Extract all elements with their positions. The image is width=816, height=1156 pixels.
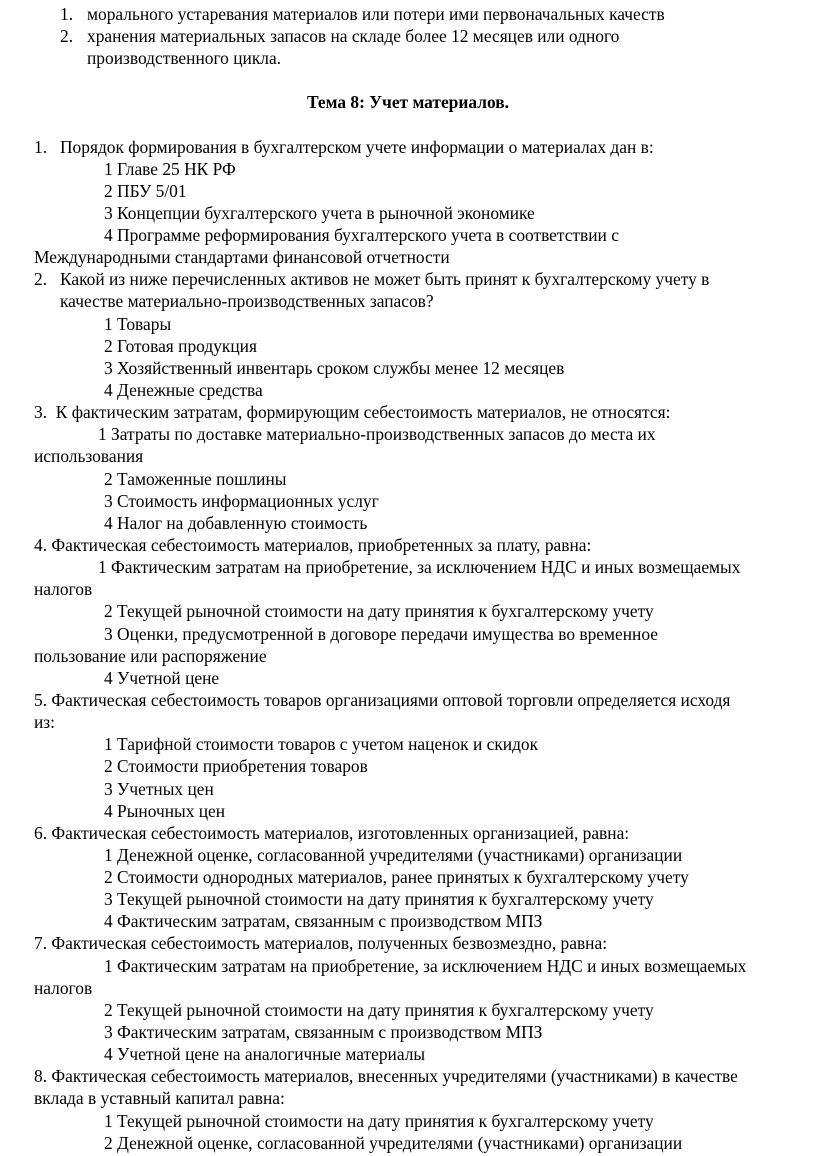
answer-option: 1 Текущей рыночной стоимости на дату принятия к бухгалтерскому учету bbox=[104, 1111, 654, 1131]
answer-option: 3 Учетных цен bbox=[104, 779, 214, 799]
question-number: 3. bbox=[34, 402, 48, 422]
answer-option: 4 Денежные средства bbox=[104, 380, 263, 400]
answer-option-continuation: Международными стандартами финансовой отчетности bbox=[34, 247, 450, 267]
question-number: 4. bbox=[34, 535, 48, 555]
answer-option: 4 Рыночных цен bbox=[104, 801, 226, 821]
answer-option: 2 Текущей рыночной стоимости на дату принятия к бухгалтерскому учету bbox=[104, 1000, 654, 1020]
answer-option: 4 Фактическим затратам, связанным с производством МПЗ bbox=[104, 911, 543, 931]
answer-option: 1 Товары bbox=[104, 314, 172, 334]
answer-option: 1 Фактическим затратам на приобретение, за исключением НДС и иных возмещаемых bbox=[104, 956, 747, 976]
question-text: К фактическим затратам, формирующим себестоимость материалов, не относятся: bbox=[55, 402, 671, 422]
question-text-continuation: вклада в уставный капитал равна: bbox=[34, 1088, 285, 1108]
answer-option: 3 Оценки, предусмотренной в договоре передачи имущества во временное bbox=[104, 624, 658, 644]
answer-option: 2 ПБУ 5/01 bbox=[104, 181, 187, 201]
answer-option: 2 Готовая продукция bbox=[104, 336, 257, 356]
list-item-text: морального устаревания материалов или потери ими первоначальных качеств bbox=[87, 4, 665, 24]
list-item-number: 1. bbox=[60, 4, 74, 24]
question-number: 5. bbox=[34, 690, 48, 710]
question-number: 7. bbox=[34, 933, 48, 953]
answer-option: 4 Налог на добавленную стоимость bbox=[104, 513, 368, 533]
answer-option: 2 Денежной оценке, согласованной учредителями (участниками) организации bbox=[104, 1133, 683, 1153]
answer-option: 1 Затраты по доставке материально-производственных запасов до места их bbox=[98, 424, 656, 444]
question-text: Фактическая себестоимость материалов, изготовленных организацией, равна: bbox=[51, 823, 630, 843]
question-text: Какой из ниже перечисленных активов не может быть принят к бухгалтерскому учету в bbox=[60, 269, 710, 289]
question-text: Фактическая себестоимость товаров организациями оптовой торговли определяется исходя bbox=[51, 690, 731, 710]
question-8 bbox=[34, 1065, 738, 1087]
answer-option: 3 Текущей рыночной стоимости на дату принятия к бухгалтерскому учету bbox=[104, 889, 654, 909]
list-item-number: 2. bbox=[60, 26, 74, 46]
question-6 bbox=[34, 822, 629, 844]
question-4 bbox=[34, 534, 591, 556]
question-number: 6. bbox=[34, 823, 48, 843]
question-7 bbox=[34, 932, 607, 954]
answer-option-continuation: использования bbox=[34, 446, 144, 466]
question-text: Фактическая себестоимость материалов, полученных безвозмездно, равна: bbox=[51, 933, 608, 953]
question-text: Фактическая себестоимость материалов, внесенных учредителями (участниками) в качестве bbox=[51, 1066, 738, 1086]
question-3 bbox=[34, 401, 670, 423]
list-item-text: производственного цикла. bbox=[87, 48, 282, 68]
question-text: Порядок формирования в бухгалтерском учете информации о материалах дан в: bbox=[60, 137, 654, 157]
list-item-text: хранения материальных запасов на складе более 12 месяцев или одного bbox=[87, 26, 620, 46]
answer-option-continuation: налогов bbox=[34, 978, 93, 998]
answer-option: 2 Таможенные пошлины bbox=[104, 469, 287, 489]
answer-option: 1 Тарифной стоимости товаров с учетом наценок и скидок bbox=[104, 734, 539, 754]
answer-option-continuation: налогов bbox=[34, 579, 93, 599]
answer-option: 2 Стоимости однородных материалов, ранее принятых к бухгалтерскому учету bbox=[104, 867, 689, 887]
question-5 bbox=[34, 689, 730, 711]
answer-option: 2 Текущей рыночной стоимости на дату принятия к бухгалтерскому учету bbox=[104, 601, 654, 621]
answer-option: 4 Программе реформирования бухгалтерского учета в соответствии с bbox=[104, 225, 619, 245]
answer-option: 3 Стоимость информационных услуг bbox=[104, 491, 379, 511]
question-text-continuation: из: bbox=[34, 712, 56, 732]
question-number: 2. bbox=[34, 269, 48, 289]
question-number: 1. bbox=[34, 137, 48, 157]
answer-option: 1 Денежной оценке, согласованной учредителями (участниками) организации bbox=[104, 845, 683, 865]
answer-option: 1 Фактическим затратам на приобретение, за исключением НДС и иных возмещаемых bbox=[98, 557, 741, 577]
answer-option: 3 Хозяйственный инвентарь сроком службы менее 12 месяцев bbox=[104, 358, 565, 378]
answer-option: 4 Учетной цене на аналогичные материалы bbox=[104, 1044, 426, 1064]
question-text-continuation: качестве материально-производственных запасов? bbox=[60, 291, 434, 311]
question-text: Фактическая себестоимость материалов, приобретенных за плату, равна: bbox=[51, 535, 592, 555]
question-number: 8. bbox=[34, 1066, 48, 1086]
answer-option: 3 Концепции бухгалтерского учета в рыночной экономике bbox=[104, 203, 535, 223]
answer-option: 1 Главе 25 НК РФ bbox=[104, 159, 236, 179]
answer-option: 2 Стоимости приобретения товаров bbox=[104, 756, 368, 776]
answer-option: 4 Учетной цене bbox=[104, 668, 220, 688]
section-title: Тема 8: Учет материалов. bbox=[307, 92, 509, 112]
answer-option-continuation: пользование или распоряжение bbox=[34, 646, 267, 666]
answer-option: 3 Фактическим затратам, связанным с производством МПЗ bbox=[104, 1022, 543, 1042]
